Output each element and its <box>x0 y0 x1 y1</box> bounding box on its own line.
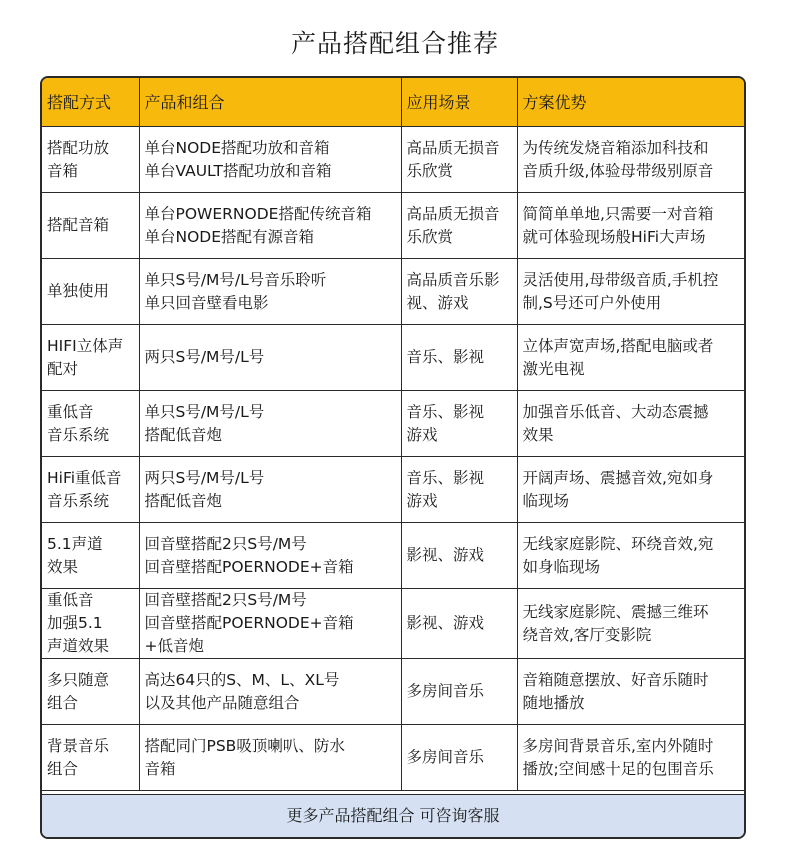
cell-text: 多房间音乐 <box>406 682 485 700</box>
cell-text: 单只S号/M号/L号音乐聆听 单只回音壁看电影 <box>144 270 327 312</box>
cell-advantage <box>517 725 744 791</box>
cell-advantage <box>517 523 744 589</box>
cell-text: 为传统发烧音箱添加科技和 音质升级,体验母带级别原音 <box>522 138 714 180</box>
cell-text: 音乐、影视 游戏 <box>406 468 485 510</box>
cell-text: 多房间背景音乐,室内外随时 播放;空间感十足的包围音乐 <box>522 736 714 778</box>
cell-products <box>139 725 401 791</box>
cell-text: 多房间音乐 <box>406 748 485 766</box>
cell-method <box>42 259 139 325</box>
cell-text: 简简单单地,只需要一对音箱 就可体验现场般HiFi大声场 <box>522 204 714 246</box>
table-body <box>42 127 744 791</box>
cell-advantage <box>517 589 744 659</box>
table-row <box>42 391 744 457</box>
cell-method <box>42 391 139 457</box>
cell-text: 单独使用 <box>47 282 110 300</box>
cell-advantage <box>517 325 744 391</box>
header-method: 搭配方式 <box>42 78 139 127</box>
cell-text: 高达64只的S、M、L、XL号 以及其他产品随意组合 <box>144 670 340 712</box>
cell-text: 高品质音乐影 视、游戏 <box>406 270 500 312</box>
cell-text: 重低音 加强5.1 声道效果 <box>47 591 110 655</box>
cell-scenario <box>401 659 517 725</box>
cell-text: 回音壁搭配2只S号/M号 回音壁搭配POERNODE+音箱 +低音炮 <box>144 591 354 655</box>
cell-scenario <box>401 391 517 457</box>
cell-products <box>139 589 401 659</box>
cell-method <box>42 457 139 523</box>
cell-text: 背景音乐 组合 <box>47 736 110 778</box>
cell-text: HIFI立体声 配对 <box>47 336 124 378</box>
table-row <box>42 193 744 259</box>
table-header-row <box>42 78 744 127</box>
cell-text: 单台POWERNODE搭配传统音箱 单台NODE搭配有源音箱 <box>144 204 372 246</box>
cell-scenario <box>401 193 517 259</box>
cell-products <box>139 127 401 193</box>
cell-text: 单台NODE搭配功放和音箱 单台VAULT搭配功放和音箱 <box>144 138 332 180</box>
cell-text: HiFi重低音 音乐系统 <box>47 468 122 510</box>
cell-text: 影视、游戏 <box>406 614 485 632</box>
table-row <box>42 457 744 523</box>
cell-text: 搭配同门PSB吸顶喇叭、防水 音箱 <box>144 736 345 778</box>
cell-method <box>42 725 139 791</box>
cell-text: 两只S号/M号/L号 <box>144 348 265 366</box>
cell-scenario <box>401 127 517 193</box>
table-row <box>42 589 744 659</box>
cell-text: 音乐、影视 <box>406 348 485 366</box>
cell-text: 搭配音箱 <box>47 216 110 234</box>
cell-text: 重低音 音乐系统 <box>47 402 110 444</box>
cell-text: 音乐、影视 游戏 <box>406 402 485 444</box>
cell-method <box>42 193 139 259</box>
cell-text: 灵活使用,母带级音质,手机控 制,S号还可户外使用 <box>522 270 719 312</box>
cell-text: 无线家庭影院、震撼三维环 绕音效,客厅变影院 <box>522 602 709 644</box>
cell-products <box>139 193 401 259</box>
cell-method <box>42 659 139 725</box>
cell-text: 立体声宽声场,搭配电脑或者 激光电视 <box>522 336 714 378</box>
cell-scenario <box>401 259 517 325</box>
cell-text: 多只随意 组合 <box>47 670 110 712</box>
cell-scenario <box>401 457 517 523</box>
combo-table <box>42 78 744 791</box>
cell-advantage <box>517 259 744 325</box>
cell-scenario <box>401 523 517 589</box>
table-row <box>42 523 744 589</box>
cell-text: 回音壁搭配2只S号/M号 回音壁搭配POERNODE+音箱 <box>144 534 354 576</box>
cell-advantage <box>517 659 744 725</box>
cell-method <box>42 325 139 391</box>
combo-table-container <box>40 76 746 839</box>
cell-text: 高品质无损音 乐欣赏 <box>406 138 500 180</box>
cell-text: 无线家庭影院、环绕音效,宛 如身临现场 <box>522 534 714 576</box>
table-row <box>42 659 744 725</box>
cell-text: 两只S号/M号/L号 搭配低音炮 <box>144 468 265 510</box>
cell-advantage <box>517 127 744 193</box>
cell-advantage <box>517 391 744 457</box>
cell-advantage <box>517 193 744 259</box>
cell-method <box>42 523 139 589</box>
cell-products <box>139 659 401 725</box>
cell-method <box>42 589 139 659</box>
footer-banner: 更多产品搭配组合 可咨询客服 <box>42 794 744 837</box>
cell-scenario <box>401 325 517 391</box>
table-row <box>42 325 744 391</box>
table-row <box>42 259 744 325</box>
cell-text: 开阔声场、震撼音效,宛如身 临现场 <box>522 468 714 510</box>
cell-text: 5.1声道 效果 <box>47 534 103 576</box>
cell-text: 音箱随意摆放、好音乐随时 随地播放 <box>522 670 709 712</box>
header-products: 产品和组合 <box>139 78 401 127</box>
cell-text: 加强音乐低音、大动态震撼 效果 <box>522 402 709 444</box>
cell-products <box>139 325 401 391</box>
cell-scenario <box>401 589 517 659</box>
page-title: 产品搭配组合推荐 <box>290 29 499 58</box>
header-advantage: 方案优势 <box>517 78 744 127</box>
cell-products <box>139 391 401 457</box>
cell-text: 影视、游戏 <box>406 546 485 564</box>
cell-method <box>42 127 139 193</box>
cell-scenario <box>401 725 517 791</box>
header-scenario: 应用场景 <box>401 78 517 127</box>
cell-text: 高品质无损音 乐欣赏 <box>406 204 500 246</box>
cell-products <box>139 457 401 523</box>
cell-advantage <box>517 457 744 523</box>
cell-text: 单只S号/M号/L号 搭配低音炮 <box>144 402 265 444</box>
table-row <box>42 127 744 193</box>
cell-text: 搭配功放 音箱 <box>47 138 110 180</box>
table-row <box>42 725 744 791</box>
cell-products <box>139 523 401 589</box>
cell-products <box>139 259 401 325</box>
